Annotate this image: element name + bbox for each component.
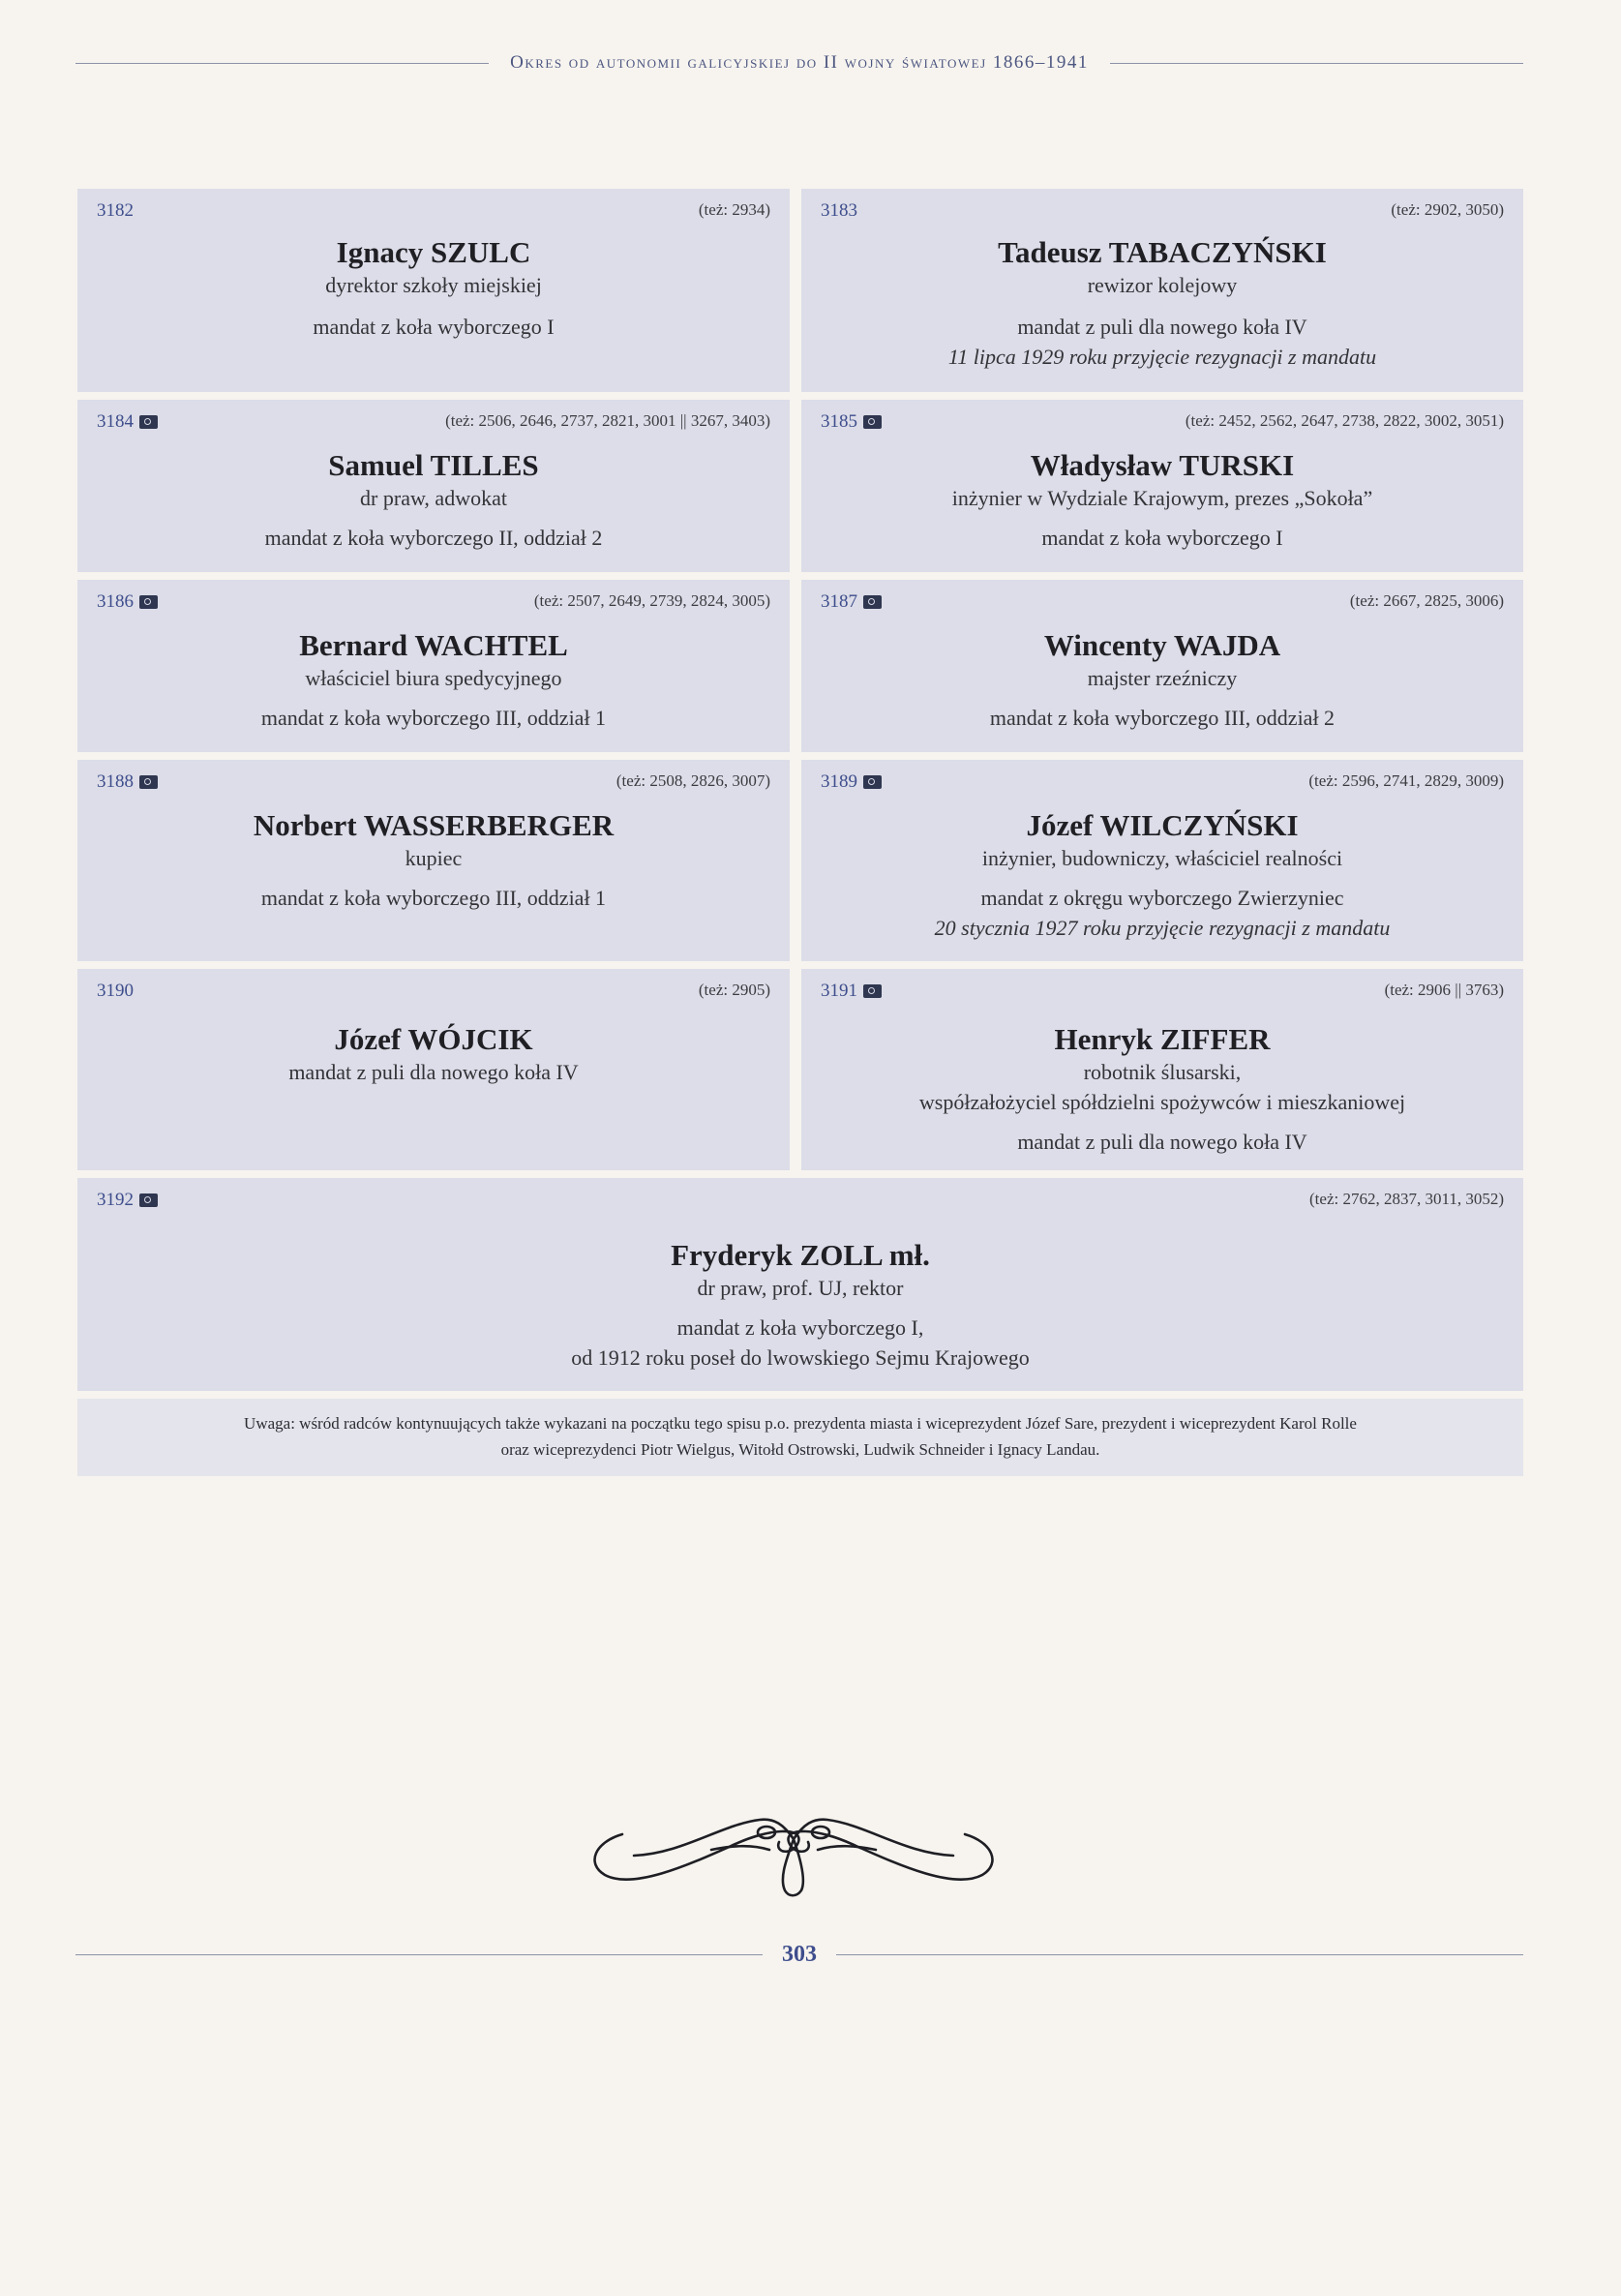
- occupation: majster rzeźniczy: [1087, 666, 1238, 690]
- entry-3186: [77, 580, 790, 752]
- mandate: mandat z koła wyborczego II, oddział 2: [264, 526, 603, 550]
- mandate: mandat z okręgu wyborczego Zwierzyniec: [980, 886, 1344, 910]
- camera-icon: [139, 1193, 158, 1207]
- occupation: inżynier w Wydziale Krajowym, prezes „Sokoła”: [951, 486, 1373, 510]
- person-name: Ignacy SZULC: [336, 235, 531, 269]
- mandate: mandat z koła wyborczego III, oddział 2: [989, 706, 1336, 730]
- person-name: Norbert WASSERBERGER: [253, 808, 615, 842]
- cross-reference: (też: 2508, 2826, 3007): [615, 771, 770, 790]
- footer-rule-left: [75, 1954, 763, 1955]
- person-name: Samuel TILLES: [328, 448, 539, 482]
- cross-reference: (też: 2507, 2649, 2739, 2824, 3005): [533, 591, 770, 610]
- running-header: [75, 46, 1523, 79]
- cross-reference: (też: 2906 || 3763): [1384, 981, 1504, 999]
- cross-reference: (też: 2667, 2825, 3006): [1349, 591, 1504, 610]
- occupation-continued: współzałożyciel spółdzielni spożywców i mieszkaniowej: [918, 1090, 1406, 1114]
- mandate: mandat z koła wyborczego III, oddział 1: [260, 886, 607, 910]
- camera-icon: [139, 775, 158, 789]
- entry-3192: [77, 1178, 1523, 1391]
- camera-icon: [139, 595, 158, 609]
- entry-3183: [801, 189, 1523, 392]
- person-name: Józef WILCZYŃSKI: [1026, 808, 1299, 842]
- occupation: dr praw, prof. UJ, rektor: [697, 1276, 904, 1300]
- entry-number: 3182: [97, 200, 134, 221]
- camera-icon: [863, 415, 882, 429]
- header-rule-left: [75, 63, 489, 64]
- person-name: Władysław TURSKI: [1030, 448, 1295, 482]
- entry-number: 3186: [97, 591, 158, 613]
- mandate: mandat z koła wyborczego I: [1041, 526, 1283, 550]
- mandate: mandat z puli dla nowego koła IV: [1017, 315, 1307, 339]
- occupation: rewizor kolejowy: [1087, 273, 1238, 297]
- camera-icon: [139, 415, 158, 429]
- footer-rule-right: [836, 1954, 1523, 1955]
- cross-reference: (też: 2934): [698, 200, 770, 219]
- entry-3182: [77, 189, 790, 392]
- person-name: Fryderyk ZOLL mł.: [671, 1238, 930, 1272]
- person-name: Józef WÓJCIK: [334, 1022, 533, 1056]
- entry-number: 3189: [821, 771, 882, 793]
- cross-reference: (też: 2762, 2837, 3011, 3052): [1309, 1190, 1504, 1208]
- entry-3188: [77, 760, 790, 961]
- entry-number: 3192: [97, 1190, 158, 1211]
- cross-reference: (też: 2905): [698, 981, 770, 999]
- occupation: inżynier, budowniczy, właściciel realności: [981, 846, 1343, 870]
- person-name: Wincenty WAJDA: [1043, 628, 1281, 662]
- header-rule-right: [1110, 63, 1523, 64]
- entry-number: 3191: [821, 981, 882, 1002]
- resignation-note: 11 lipca 1929 roku przyjęcie rezygnacji z mandatu: [947, 345, 1377, 369]
- cross-reference: (też: 2506, 2646, 2737, 2821, 3001 || 3267, 3403): [445, 411, 770, 430]
- entry-number: 3187: [821, 591, 882, 613]
- occupation: dyrektor szkoły miejskiej: [325, 273, 542, 297]
- entry-number: 3188: [97, 771, 158, 793]
- occupation: kupiec: [405, 846, 463, 870]
- mandate: mandat z koła wyborczego III, oddział 1: [260, 706, 607, 730]
- cross-reference: (też: 2596, 2741, 2829, 3009): [1308, 771, 1504, 790]
- footnote-box: [77, 1399, 1523, 1476]
- flourish-ornament-icon: [576, 1786, 1011, 1902]
- footnote-line-1: Uwaga: wśród radców kontynuujących także wykazani na początku tego spisu p.o. prezydenta miasta i wiceprezydent Józef Sare, prezydent i wiceprezydent Karol Rolle: [244, 1414, 1357, 1433]
- footnote-line-2: oraz wiceprezydenci Piotr Wielgus, Witołd Ostrowski, Ludwik Schneider i Ignacy Landau.: [500, 1440, 1100, 1459]
- entry-number: 3184: [97, 411, 158, 433]
- page-footer: [75, 1940, 1523, 1969]
- cross-reference: (też: 2452, 2562, 2647, 2738, 2822, 3002, 3051): [1185, 411, 1504, 430]
- entry-3190: [77, 969, 790, 1170]
- occupation: robotnik ślusarski,: [1083, 1060, 1242, 1084]
- entry-number: 3190: [97, 981, 134, 1001]
- entry-3185: [801, 400, 1523, 572]
- resignation-note: 20 stycznia 1927 roku przyjęcie rezygnacji z mandatu: [934, 916, 1391, 940]
- entry-3191: [801, 969, 1523, 1170]
- entry-number: 3185: [821, 411, 882, 433]
- mandate: mandat z puli dla nowego koła IV: [1017, 1130, 1307, 1154]
- mandate: mandat z puli dla nowego koła IV: [288, 1060, 579, 1084]
- entry-3184: [77, 400, 790, 572]
- camera-icon: [863, 775, 882, 789]
- running-header-title: Okres od autonomii galicyjskiej do II wojny światowej 1866–1941: [510, 52, 1089, 73]
- camera-icon: [863, 984, 882, 998]
- page-number: 303: [782, 1941, 817, 1967]
- entry-3189: [801, 760, 1523, 961]
- person-name: Bernard WACHTEL: [299, 628, 568, 662]
- person-name: Tadeusz TABACZYŃSKI: [998, 235, 1327, 269]
- occupation: właściciel biura spedycyjnego: [305, 666, 562, 690]
- cross-reference: (też: 2902, 3050): [1391, 200, 1504, 219]
- mandate: mandat z koła wyborczego I: [313, 315, 555, 339]
- entry-number: 3183: [821, 200, 857, 221]
- mandate-continued: od 1912 roku poseł do lwowskiego Sejmu Krajowego: [571, 1345, 1030, 1370]
- person-name: Henryk ZIFFER: [1054, 1022, 1271, 1056]
- occupation: dr praw, adwokat: [360, 486, 507, 510]
- entry-3187: [801, 580, 1523, 752]
- mandate: mandat z koła wyborczego I,: [676, 1315, 924, 1340]
- camera-icon: [863, 595, 882, 609]
